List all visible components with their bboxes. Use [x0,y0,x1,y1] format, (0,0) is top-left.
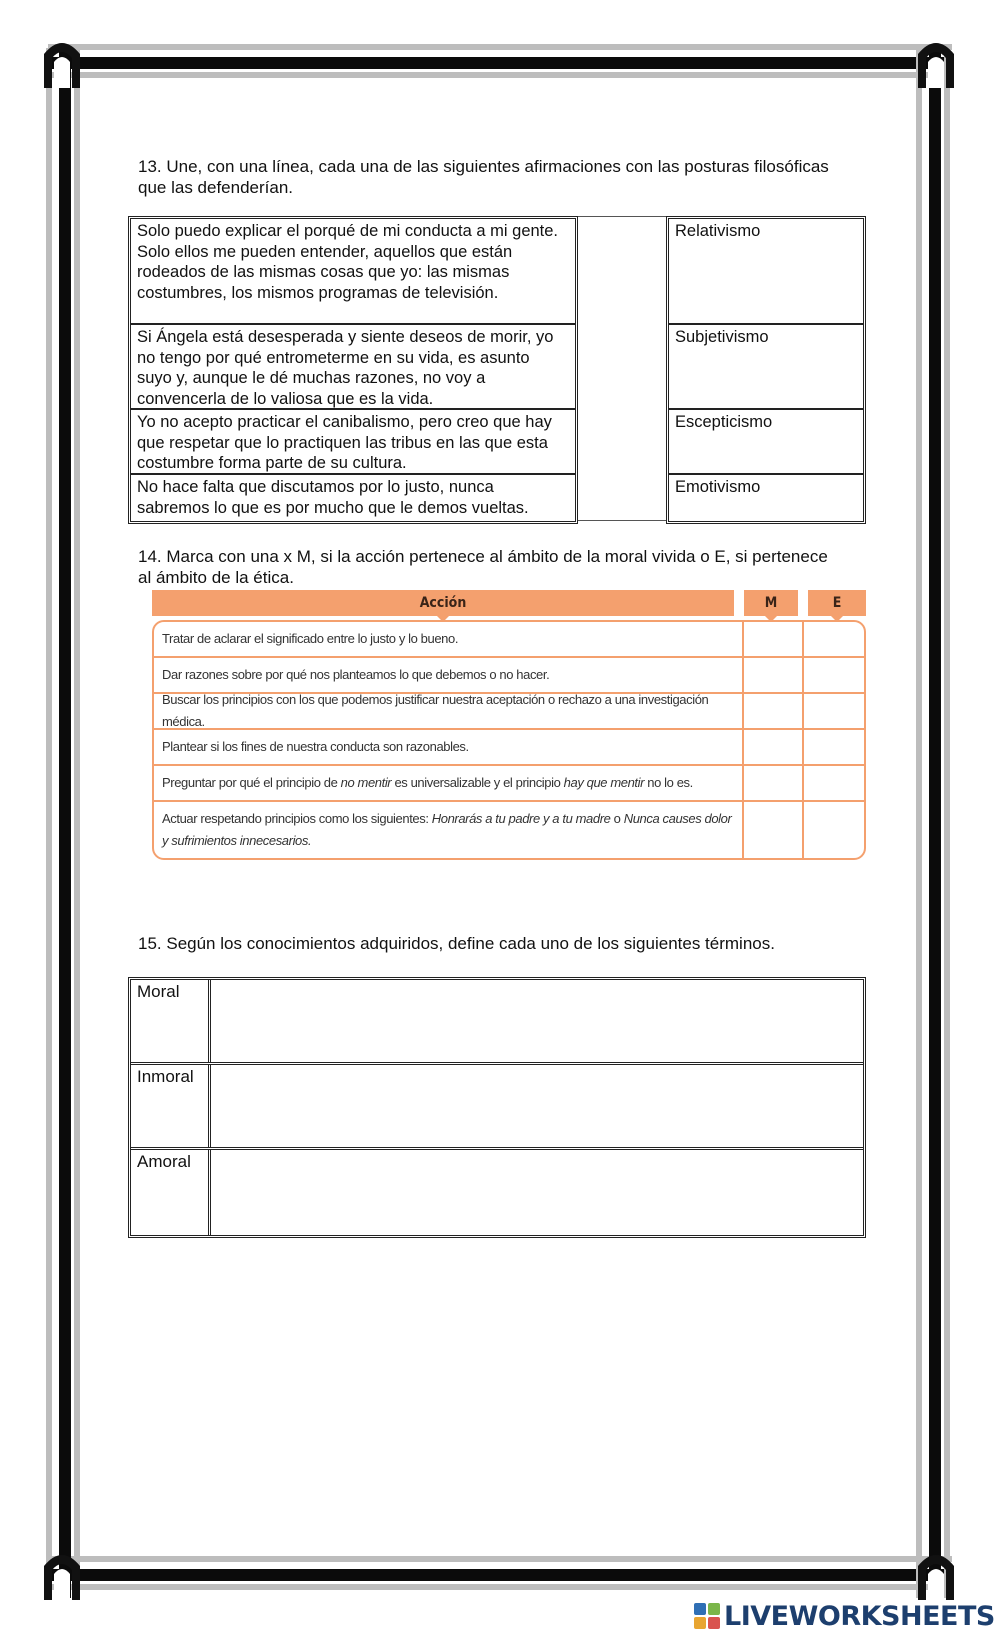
q14-action-text: Actuar respetando principios como los siguientes: Honrarás a tu padre y a tu madre o Nunca causes dolor y sufrimientos innecesarios. [154,802,744,858]
q14-mark-e-cell[interactable] [804,622,864,656]
q14-action-text: Dar razones sobre por qué nos planteamos lo que debemos o no hacer. [154,658,744,692]
q14-header-row [152,590,866,616]
q14-mark-m-cell[interactable] [744,802,804,858]
q14-mark-e-cell[interactable] [804,658,864,692]
q14-mark-e-cell[interactable] [804,730,864,764]
q14-header-e: E [808,590,866,616]
q15-definition-field[interactable] [211,1065,863,1147]
q14-table-body [152,620,866,860]
corner-ornament-icon [40,36,84,88]
q14-action-text: Buscar los principios con los que podemos justificar nuestra aceptación o rechazo a una investigación médica. [154,694,744,728]
q15-definition-field[interactable] [211,980,863,1062]
corner-ornament-icon [40,1548,84,1600]
table-row [154,730,864,766]
q15-prompt: 15. Según los conocimientos adquiridos, define cada uno de los siguientes términos. [138,934,775,953]
q15-definitions-table [128,977,866,1238]
table-row [131,980,863,1065]
frame-right-border [916,48,950,1598]
q13-prompt: 13. Une, con una línea, cada una de las siguientes afirmaciones con las posturas filosóficas que las defenderían. [138,157,829,197]
q14-mark-m-cell[interactable] [744,730,804,764]
q14-mark-e-cell[interactable] [804,766,864,800]
liveworksheets-brand[interactable] [694,1596,995,1636]
q13-statement[interactable]: Solo puedo explicar el porqué de mi conducta a mi gente. Solo ellos me pueden entender, aquellos que están rodeados de las mismas cosas que yo: las mismas costumbres, los mismos programas de televisión. [131,219,575,325]
q14-mark-e-cell[interactable] [804,694,864,728]
q14-action-text: Tratar de aclarar el significado entre lo justo y lo bueno. [154,622,744,656]
q14-prompt: 14. Marca con una x M, si la acción pertenece al ámbito de la moral vivida o E, si pertenece al ámbito de la ética. [138,547,828,587]
q13-postures [666,216,866,524]
q13-posture[interactable]: Emotivismo [675,478,761,496]
corner-ornament-icon [914,36,958,88]
frame-top-border [48,44,952,78]
liveworksheets-logo-icon [694,1603,720,1629]
q14-action-table [152,590,866,860]
q13-posture[interactable]: Escepticismo [669,410,863,475]
q15-term-label: Amoral [131,1150,211,1235]
q13-posture[interactable]: Subjetivismo [669,325,863,410]
table-row [131,1065,863,1150]
brand-name: LIVEWORKSHEETS [724,1600,995,1632]
q13-statement[interactable]: Yo no acepto practicar el canibalismo, pero creo que hay que respetar que lo practiquen las tribus en las que esta costumbre forma parte de su cultura. [131,410,575,475]
q14-mark-m-cell[interactable] [744,694,804,728]
q14-mark-e-cell[interactable] [804,802,864,858]
q14-mark-m-cell[interactable] [744,658,804,692]
table-row [154,766,864,802]
q13-matching-exercise [128,216,866,524]
frame-bottom-border [48,1556,952,1590]
corner-ornament-icon [914,1548,958,1600]
q15-term-label: Inmoral [131,1065,211,1147]
table-row [154,694,864,730]
q14-mark-m-cell[interactable] [744,766,804,800]
table-row [154,622,864,658]
q14-action-text: Preguntar por qué el principio de no mentir es universalizable y el principio hay que mentir no lo es. [154,766,744,800]
table-row [154,802,864,858]
q13-statement[interactable]: Si Ángela está desesperada y siente deseos de morir, yo no tengo por qué entrometerme en su vida, es asunto suyo y, aunque le dé muchas razones, no voy a convencerla de lo valiosa que es la vida. [131,325,575,410]
q14-action-text: Plantear si los fines de nuestra conducta son razonables. [154,730,744,764]
q14-mark-m-cell[interactable] [744,622,804,656]
q13-statements [128,216,578,524]
q15-definition-field[interactable] [211,1150,863,1235]
frame-left-border [46,48,80,1598]
q14-header-m: M [744,590,798,616]
q13-connector-area[interactable] [578,216,666,521]
q14-header-action: Acción [152,590,734,616]
q13-posture[interactable]: Relativismo [669,219,863,325]
q13-statement[interactable]: No hace falta que discutamos por lo justo, nunca sabremos lo que es por mucho que le demos vueltas. [137,478,529,517]
table-row [131,1150,863,1235]
q15-term-label: Moral [131,980,211,1062]
